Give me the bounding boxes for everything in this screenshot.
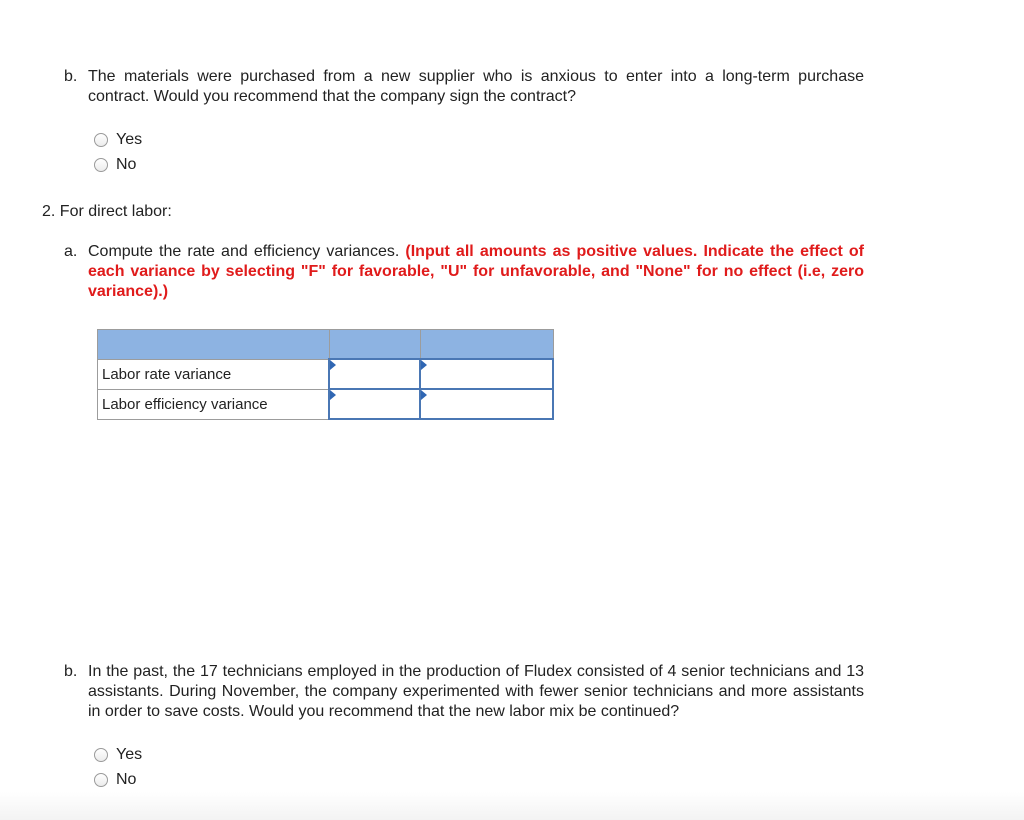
- table-header-cell: [98, 330, 330, 360]
- radio-button[interactable]: [94, 158, 108, 172]
- radio-1b-yes-label: Yes: [116, 131, 143, 148]
- cell-marker-icon: [421, 390, 427, 400]
- radio-2b-yes[interactable]: [94, 745, 142, 765]
- cell-marker-icon: [330, 390, 336, 400]
- radio-button[interactable]: [94, 748, 108, 762]
- table-header-cell: [329, 330, 420, 360]
- table-row: [98, 389, 554, 419]
- radio-2b-no[interactable]: [94, 770, 136, 790]
- labor-efficiency-effect-cell[interactable]: [420, 389, 553, 419]
- question-1b: [64, 67, 864, 107]
- radio-button[interactable]: [94, 773, 108, 787]
- question-2b-letter: b.: [64, 663, 78, 680]
- radio-1b-no-label: No: [116, 156, 137, 173]
- radio-2b-yes-label: Yes: [116, 746, 143, 763]
- variance-table: [97, 329, 554, 420]
- question-1b-letter: b.: [64, 68, 78, 85]
- labor-rate-effect-input[interactable]: [421, 360, 552, 388]
- labor-rate-effect-cell[interactable]: [420, 359, 553, 389]
- question-2b-text: In the past, the 17 technicians employed in the production of Fludex consisted of 4 senior technicians and 13 assistants. During November, the company experimented with fewer senior technicians and more assistants in order to save costs. Would you recommend that the new labor mix be continued?: [88, 663, 864, 720]
- labor-efficiency-amount-input[interactable]: [330, 390, 419, 418]
- row-label-labor-efficiency-variance: Labor efficiency variance: [98, 389, 330, 419]
- labor-rate-amount-input[interactable]: [330, 360, 419, 388]
- table-header-row: [98, 330, 554, 360]
- row-label-labor-rate-variance: Labor rate variance: [98, 359, 330, 389]
- radio-1b-no[interactable]: [94, 155, 136, 175]
- labor-efficiency-amount-cell[interactable]: [329, 389, 420, 419]
- question-2a-letter: a.: [64, 243, 78, 260]
- question-2a-text: Compute the rate and efficiency variances.: [88, 243, 406, 260]
- table-row: [98, 359, 554, 389]
- page-bottom-edge: [0, 792, 1024, 820]
- question-2a: [64, 242, 864, 302]
- labor-rate-amount-cell[interactable]: [329, 359, 420, 389]
- cell-marker-icon: [421, 360, 427, 370]
- cell-marker-icon: [330, 360, 336, 370]
- table-header-cell: [420, 330, 553, 360]
- labor-efficiency-effect-input[interactable]: [421, 390, 552, 418]
- radio-button[interactable]: [94, 133, 108, 147]
- question-1b-text: The materials were purchased from a new supplier who is anxious to enter into a long-term purchase contract. Would you recommend that the company sign the contract?: [88, 68, 864, 105]
- radio-2b-no-label: No: [116, 771, 137, 788]
- question-2b: [64, 662, 864, 722]
- section-2-title: 2. For direct labor:: [42, 203, 172, 220]
- question-2a-instruction: (Input all amounts as positive values. Indicate the effect of each variance by selecting "F" for favorable, "U" for unfavorable, and "None" for no effect (i.e, zero variance).): [88, 243, 864, 300]
- radio-1b-yes[interactable]: [94, 130, 142, 150]
